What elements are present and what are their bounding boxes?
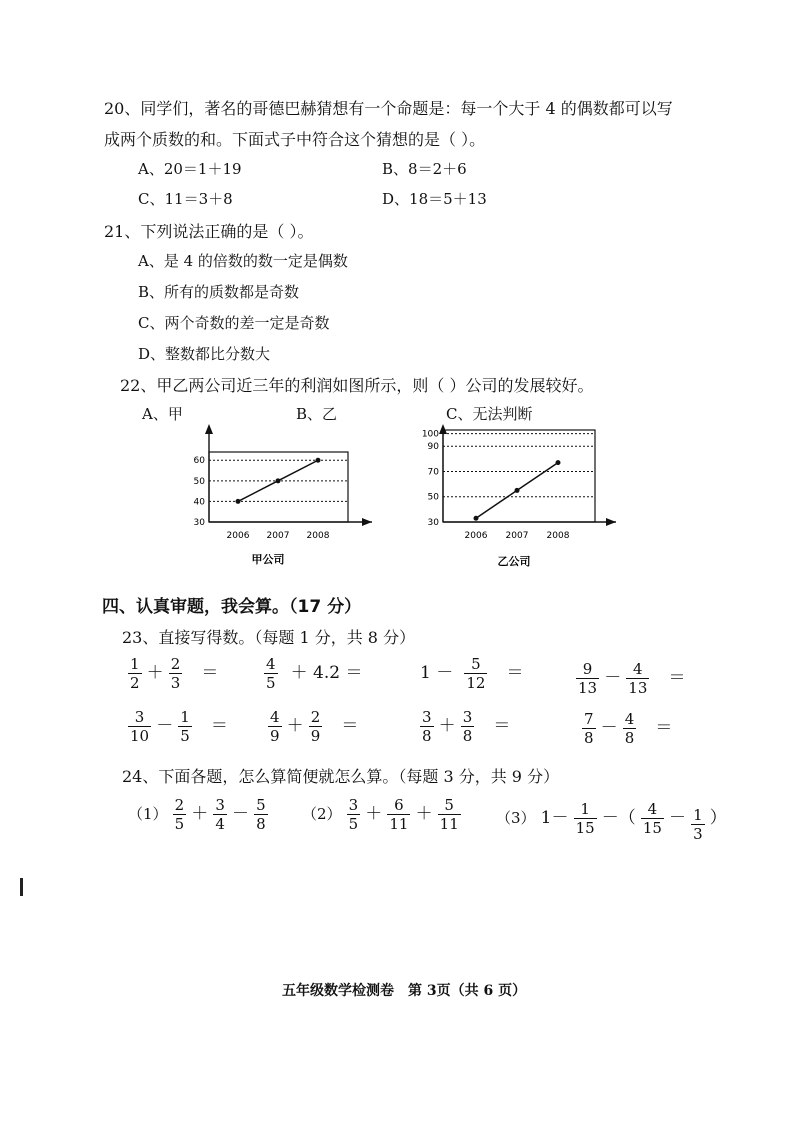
- chart-title: 乙公司: [497, 555, 531, 568]
- fraction: [309, 708, 323, 745]
- fraction: [626, 660, 649, 697]
- q21-stem: 21、下列说法正确的是（ ）。: [104, 222, 314, 241]
- data-point: [236, 499, 241, 504]
- problem-label: （2）: [302, 805, 342, 823]
- denominator: 15: [575, 819, 595, 837]
- operator: －: [156, 716, 174, 736]
- operator: －: [232, 804, 250, 824]
- x-axis-arrow: [606, 518, 616, 526]
- expression-tail: ＋ 4.2 ＝: [290, 663, 363, 683]
- numerator: 6: [394, 796, 404, 814]
- fraction: [213, 796, 227, 833]
- x-tick-label: 2008: [546, 531, 570, 541]
- x-tick-label: 2007: [266, 531, 290, 541]
- fraction: [387, 796, 410, 833]
- q21-option-c: C、两个奇数的差一定是奇数: [138, 314, 330, 332]
- q23-stem: 23、直接写得数。（每题 1 分，共 8 分）: [122, 628, 416, 647]
- operator: －: [600, 718, 618, 738]
- fraction: [128, 708, 151, 745]
- numerator: 4: [266, 655, 276, 673]
- numerator: 1: [130, 655, 140, 673]
- operator: ＋: [438, 716, 456, 736]
- fraction: [420, 708, 434, 745]
- y-tick-label: 50: [193, 476, 205, 487]
- fraction: [464, 655, 487, 692]
- denominator: 2: [130, 674, 140, 692]
- denominator: 5: [348, 815, 359, 833]
- denominator: 11: [439, 815, 459, 833]
- numerator: 3: [422, 708, 432, 726]
- q22-stem: 22、甲乙两公司近三年的利润如图所示，则（ ）公司的发展较好。: [120, 376, 594, 395]
- denominator: 5: [266, 674, 276, 692]
- data-point: [556, 460, 561, 465]
- numerator: 5: [256, 796, 266, 814]
- q23-expr-1: [128, 655, 218, 692]
- x-tick-label: 2006: [226, 531, 250, 541]
- y-tick-label: 50: [427, 492, 439, 503]
- fraction: [438, 796, 461, 833]
- denominator: 4: [215, 815, 225, 833]
- equals-sign: ＝: [341, 716, 359, 736]
- operator: ＋: [146, 663, 164, 683]
- denominator: 3: [170, 674, 181, 692]
- fraction: [264, 655, 278, 692]
- fraction: [169, 655, 183, 692]
- numerator: 2: [170, 655, 181, 673]
- numerator: 4: [647, 800, 658, 818]
- denominator: 8: [422, 727, 432, 745]
- closing-paren: ）: [709, 808, 727, 828]
- fraction: [178, 708, 192, 745]
- numerator: 5: [471, 655, 481, 673]
- fraction: [254, 796, 268, 833]
- equals-sign: ＝: [493, 716, 511, 736]
- numerator: 5: [444, 796, 454, 814]
- numerator: 3: [215, 796, 225, 814]
- denominator: 8: [462, 727, 473, 745]
- numerator: 4: [270, 708, 280, 726]
- y-tick-label: 90: [427, 442, 439, 453]
- numerator: 1: [693, 806, 703, 824]
- equals-sign: ＝: [201, 663, 219, 683]
- chart-frame: [443, 430, 595, 522]
- x-axis-arrow: [362, 518, 372, 526]
- operator: ＋: [415, 804, 433, 824]
- y-tick-label: 70: [427, 467, 439, 478]
- y-axis-arrow: [205, 424, 213, 434]
- q23-expr-8: [582, 710, 672, 747]
- denominator: 13: [628, 679, 648, 697]
- q24-problem-1: [128, 796, 268, 833]
- q21-option-d: D、整数都比分数大: [138, 345, 271, 363]
- x-tick-label: 2008: [306, 531, 330, 541]
- page-footer: 五年级数学检测卷 第 3页（共 6 页）: [282, 983, 527, 999]
- y-axis-arrow: [439, 424, 447, 434]
- y-tick-label: 30: [427, 518, 439, 528]
- denominator: 5: [174, 815, 185, 833]
- fraction: [623, 710, 637, 747]
- denominator: 8: [256, 815, 266, 833]
- chart-title: 甲公司: [251, 553, 285, 566]
- numerator: 2: [174, 796, 185, 814]
- chart-company-yi: [410, 420, 620, 570]
- expression-lead: 1 －: [420, 663, 454, 683]
- equals-sign: ＝: [655, 718, 673, 738]
- denominator: 11: [389, 815, 409, 833]
- numerator: 4: [624, 710, 635, 728]
- equals-sign: ＝: [506, 663, 524, 683]
- denominator: 3: [693, 825, 703, 843]
- equals-sign: ＝: [210, 716, 228, 736]
- denominator: 8: [584, 729, 594, 747]
- fraction: [128, 655, 142, 692]
- numerator: 7: [584, 710, 594, 728]
- numerator: 1: [180, 708, 190, 726]
- q22-option-b: B、乙: [296, 405, 338, 423]
- numerator: 9: [582, 660, 593, 678]
- fraction: [574, 800, 597, 837]
- fraction: [576, 660, 599, 697]
- q20-option-a: A、20＝1＋19: [138, 160, 242, 178]
- fraction: [461, 708, 475, 745]
- numerator: 3: [348, 796, 359, 814]
- problem-label: （3）: [496, 809, 536, 827]
- section-four-title: 四、认真审题，我会算。（17 分）: [102, 597, 362, 617]
- operator: －: [604, 668, 622, 688]
- expression-lead: 1－: [540, 808, 569, 828]
- y-tick-label: 40: [193, 497, 205, 508]
- q20-option-c: C、11＝3＋8: [138, 190, 233, 208]
- chart-company-jia: [180, 420, 380, 570]
- q20-line1: 20、同学们，著名的哥德巴赫猜想有一个命题是：每一个大于 4 的偶数都可以写: [104, 99, 673, 118]
- operator: ＋: [365, 804, 383, 824]
- fraction: [173, 796, 187, 833]
- denominator: 5: [180, 727, 190, 745]
- y-tick-label: 30: [193, 518, 205, 528]
- y-tick-label: 60: [193, 456, 205, 467]
- q21-option-b: B、所有的质数都是奇数: [138, 283, 300, 301]
- data-point: [474, 516, 479, 521]
- q24-problem-3: [496, 800, 727, 843]
- data-point: [276, 478, 281, 483]
- y-tick-label: 100: [421, 429, 439, 440]
- operator: ＋: [286, 716, 304, 736]
- denominator: 8: [624, 729, 635, 747]
- numerator: 4: [633, 660, 643, 678]
- fraction: [347, 796, 361, 833]
- numerator: 1: [580, 800, 590, 818]
- x-tick-label: 2006: [464, 531, 488, 541]
- equals-sign: ＝: [668, 668, 686, 688]
- fraction: [582, 710, 596, 747]
- q20-option-b: B、8＝2＋6: [382, 160, 467, 178]
- q23-expr-2: [264, 655, 362, 692]
- q21-option-a: A、是 4 的倍数的数一定是偶数: [138, 252, 348, 270]
- chart-frame: [209, 452, 348, 522]
- q22-option-c: C、无法判断: [446, 405, 533, 423]
- fraction: [691, 806, 705, 843]
- problem-label: （1）: [128, 805, 168, 823]
- q20-line2: 成两个质数的和。下面式子中符合这个猜想的是（ ）。: [104, 130, 486, 149]
- q23-expr-6: [268, 708, 358, 745]
- denominator: 15: [642, 819, 662, 837]
- q24-problem-2: [302, 796, 461, 833]
- x-tick-label: 2007: [505, 531, 529, 541]
- numerator: 3: [134, 708, 145, 726]
- fraction: [268, 708, 282, 745]
- scan-mark: [20, 878, 23, 896]
- denominator: 13: [578, 679, 598, 697]
- denominator: 12: [466, 674, 486, 692]
- operator: ＋: [191, 804, 209, 824]
- q23-expr-5: [128, 708, 228, 745]
- q23-expr-4: [576, 660, 685, 697]
- fraction: [641, 800, 664, 837]
- denominator: 10: [130, 727, 150, 745]
- q23-expr-7: [420, 708, 510, 745]
- data-point: [316, 458, 321, 463]
- numerator: 3: [462, 708, 473, 726]
- denominator: 9: [310, 727, 321, 745]
- numerator: 2: [310, 708, 321, 726]
- data-point: [515, 488, 520, 493]
- q23-expr-3: [420, 655, 524, 692]
- operator: －: [669, 808, 687, 828]
- operator: －（: [601, 808, 636, 828]
- q24-stem: 24、下面各题，怎么算简便就怎么算。（每题 3 分，共 9 分）: [122, 767, 560, 786]
- q20-option-d: D、18＝5＋13: [382, 190, 487, 208]
- denominator: 9: [270, 727, 280, 745]
- q22-option-a: A、甲: [142, 405, 183, 423]
